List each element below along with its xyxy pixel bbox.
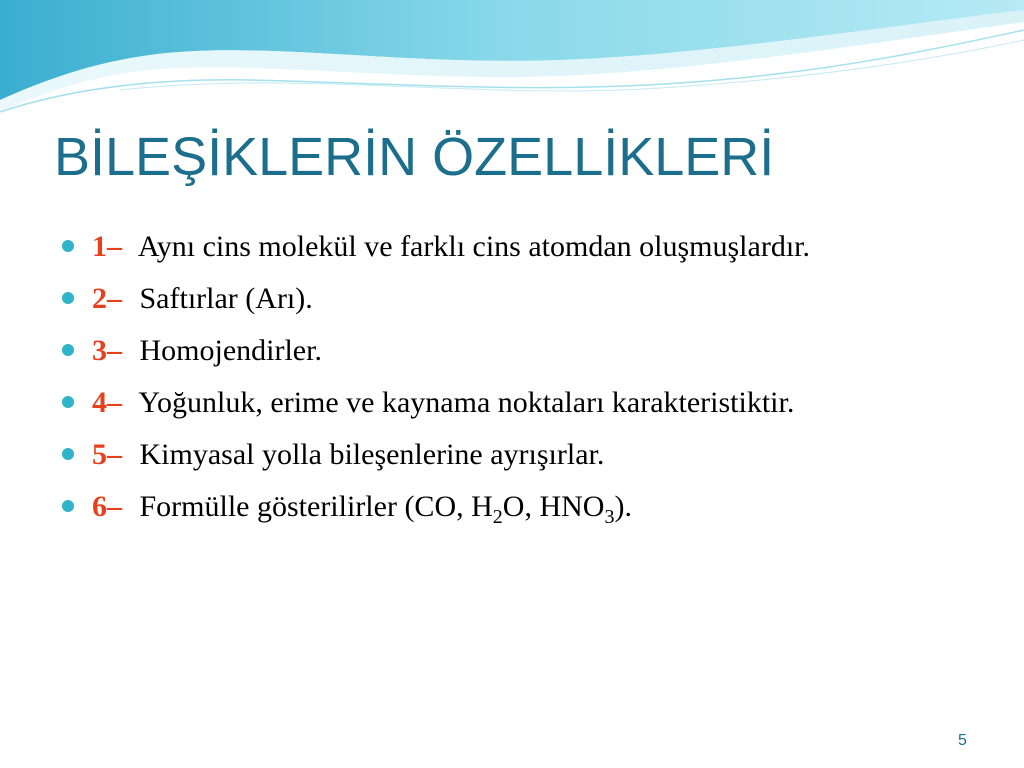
item-text: ). [614, 490, 632, 523]
list-item [62, 484, 964, 529]
list-item [62, 328, 964, 373]
list-item [62, 432, 964, 477]
item-number: 4– [92, 386, 122, 419]
bullet-icon [62, 344, 74, 356]
item-number: 6– [92, 490, 122, 523]
item-text: Formülle gösterilirler (CO, H [139, 490, 493, 523]
bullet-icon [62, 292, 74, 304]
item-number: 3– [92, 334, 122, 367]
item-text: O, HNO [502, 490, 605, 523]
bullet-icon [62, 396, 74, 408]
subscript: 2 [492, 506, 503, 528]
item-text: Homojendirler. [139, 334, 322, 367]
list-item [62, 276, 964, 321]
bullet-list [62, 224, 964, 536]
item-text: Aynı cins molekül ve farklı cins atomdan oluşmuşlardır. [137, 230, 810, 263]
top-wave-decoration [0, 0, 1024, 130]
subscript: 3 [604, 506, 615, 528]
slide-title: BİLEŞİKLERİN ÖZELLİKLERİ [54, 127, 775, 187]
list-item [62, 224, 964, 269]
item-text: Kimyasal yolla bileşenlerine ayrışırlar. [139, 438, 605, 471]
list-item [62, 380, 964, 425]
item-number: 1– [92, 230, 122, 263]
bullet-icon [62, 240, 74, 252]
bullet-icon [62, 500, 74, 512]
page-number: 5 [958, 732, 967, 749]
item-number: 2– [92, 282, 122, 315]
bullet-icon [62, 448, 74, 460]
item-text: Yoğunluk, erime ve kaynama noktaları karakteristiktir. [138, 386, 795, 419]
item-number: 5– [92, 438, 122, 471]
item-text: Saftırlar (Arı). [139, 282, 313, 315]
